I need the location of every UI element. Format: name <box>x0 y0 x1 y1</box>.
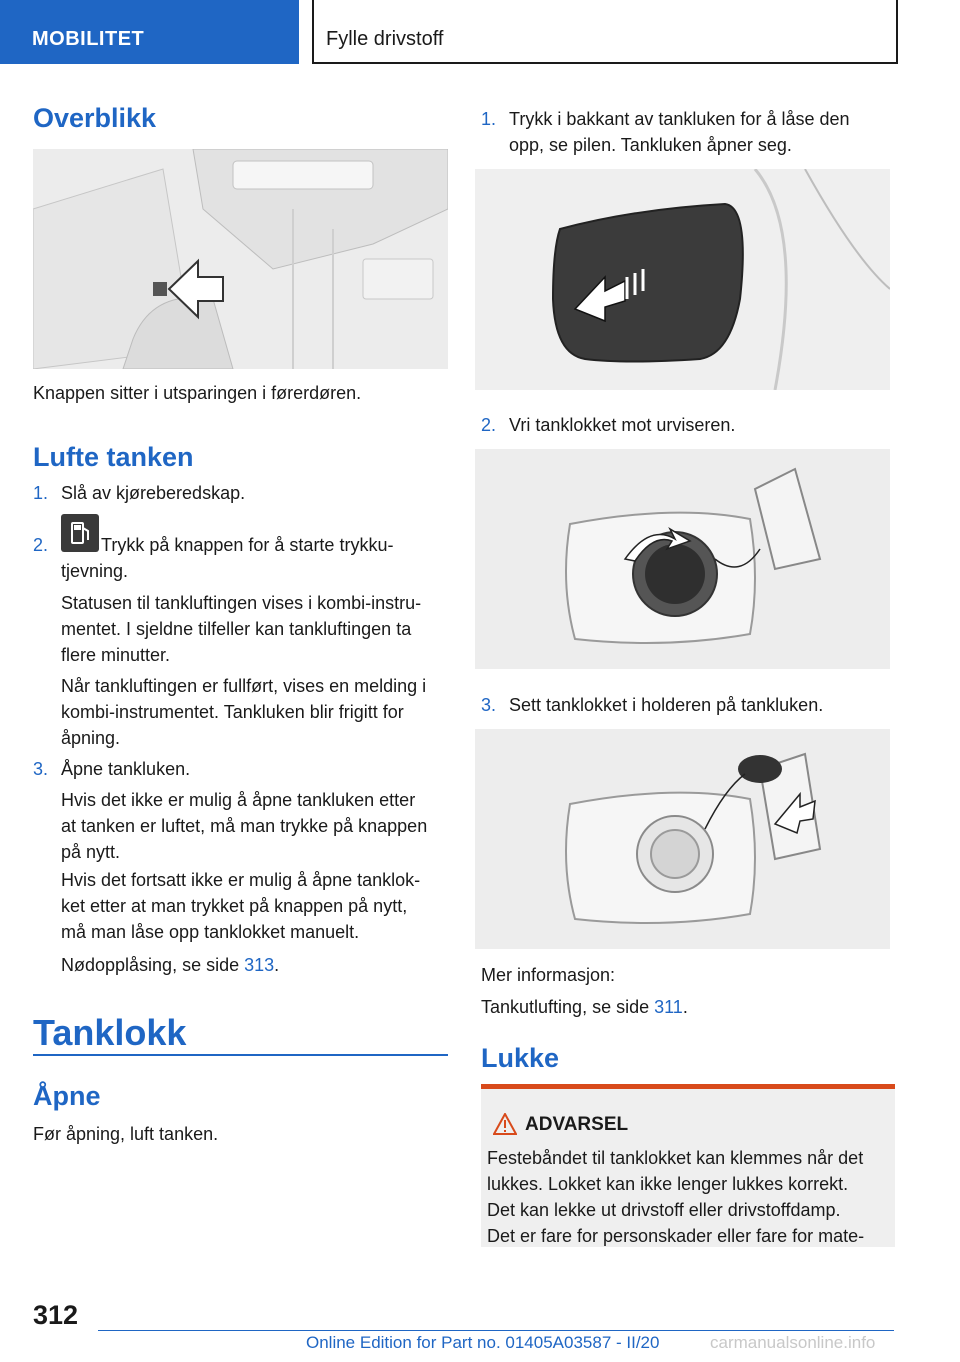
step-text: Vri tanklokket mot urviseren. <box>509 415 736 435</box>
warning-triangle-icon <box>493 1113 517 1135</box>
step-number: 3. <box>481 695 497 715</box>
step-text: Trykk i bakkant av tankluken for å låse den opp, se pilen. Tankluken åpner seg. <box>509 109 850 155</box>
section-title: MOBILITET <box>32 28 145 50</box>
fuel-flap-illustration <box>475 169 890 390</box>
step-number: 3. <box>33 759 49 779</box>
page-link-311[interactable]: 311 <box>654 997 683 1017</box>
fuel-button-icon <box>61 514 99 552</box>
step-number: 2. <box>33 535 49 555</box>
step-number: 1. <box>33 483 49 503</box>
cap-turn-illustration <box>475 449 890 669</box>
heading-lukke: Lukke <box>481 1043 560 1073</box>
warning-box <box>481 1084 895 1247</box>
heading-tanklokk: Tanklokk <box>33 1012 187 1053</box>
heading-rule <box>33 1054 448 1056</box>
emergency-reference: Nødopplåsing, se side 313. <box>61 955 280 975</box>
paragraph: Hvis det fortsatt ikke er mulig å åpne tanklok‐ ket etter at man trykket på knappen på nytt, må man låse opp tanklokket manuelt. <box>61 870 421 942</box>
watermark: carmanualsonline.info <box>710 1333 876 1352</box>
step-text-cont: tjevning. <box>61 561 129 581</box>
paragraph: Når tankluftingen er fullført, vises en melding i kombi-instrumentet. Tankluken blir frigitt for åpning. <box>61 676 427 748</box>
page-link-313[interactable]: 313 <box>244 955 275 975</box>
page-number: 312 <box>33 1300 79 1330</box>
paragraph: Statusen til tankluftingen vises i kombi-instru‐ mentet. I sjeldne tilfeller kan tankluftingen ta flere minutter. <box>61 593 422 665</box>
step-text: Trykk på knappen for å starte trykku‐ <box>101 535 394 555</box>
heading-overblikk: Overblikk <box>33 103 157 133</box>
heading-apne: Åpne <box>33 1081 101 1111</box>
footer-rule <box>98 1330 894 1331</box>
door-button-illustration <box>33 149 448 369</box>
step-text: Sett tanklokket i holderen på tankluken. <box>509 695 824 715</box>
step-number: 1. <box>481 109 497 129</box>
edition-info: Online Edition for Part no. 01405A03587 - II/20 <box>306 1333 660 1352</box>
ventilation-reference: Tankutlufting, se side 311. <box>481 997 688 1017</box>
warning-text: Festebåndet til tanklokket kan klemmes når det lukkes. Lokket kan ikke lenger lukkes korrekt. Det kan lekke ut drivstoff eller drivstoffdamp. Det er fare for personskader eller fare for mate‐ <box>487 1148 865 1246</box>
step-text: Slå av kjøreberedskap. <box>61 483 246 503</box>
warning-title: ADVARSEL <box>525 1114 629 1135</box>
more-info: Mer informasjon: <box>481 965 616 985</box>
cap-holder-illustration <box>475 729 890 949</box>
chapter-tab <box>312 0 898 64</box>
apne-text: Før åpning, luft tanken. <box>33 1124 219 1144</box>
section-tab <box>0 0 299 64</box>
paragraph: Hvis det ikke er mulig å åpne tankluken etter at tanken er luftet, må man trykke på knappen på nytt. <box>61 790 428 862</box>
door-caption: Knappen sitter i utsparingen i førerdøren. <box>33 383 362 403</box>
step-text: Åpne tankluken. <box>61 759 191 779</box>
step-number: 2. <box>481 415 497 435</box>
chapter-title: Fylle drivstoff <box>326 28 444 50</box>
heading-lufte-tanken: Lufte tanken <box>33 442 194 472</box>
